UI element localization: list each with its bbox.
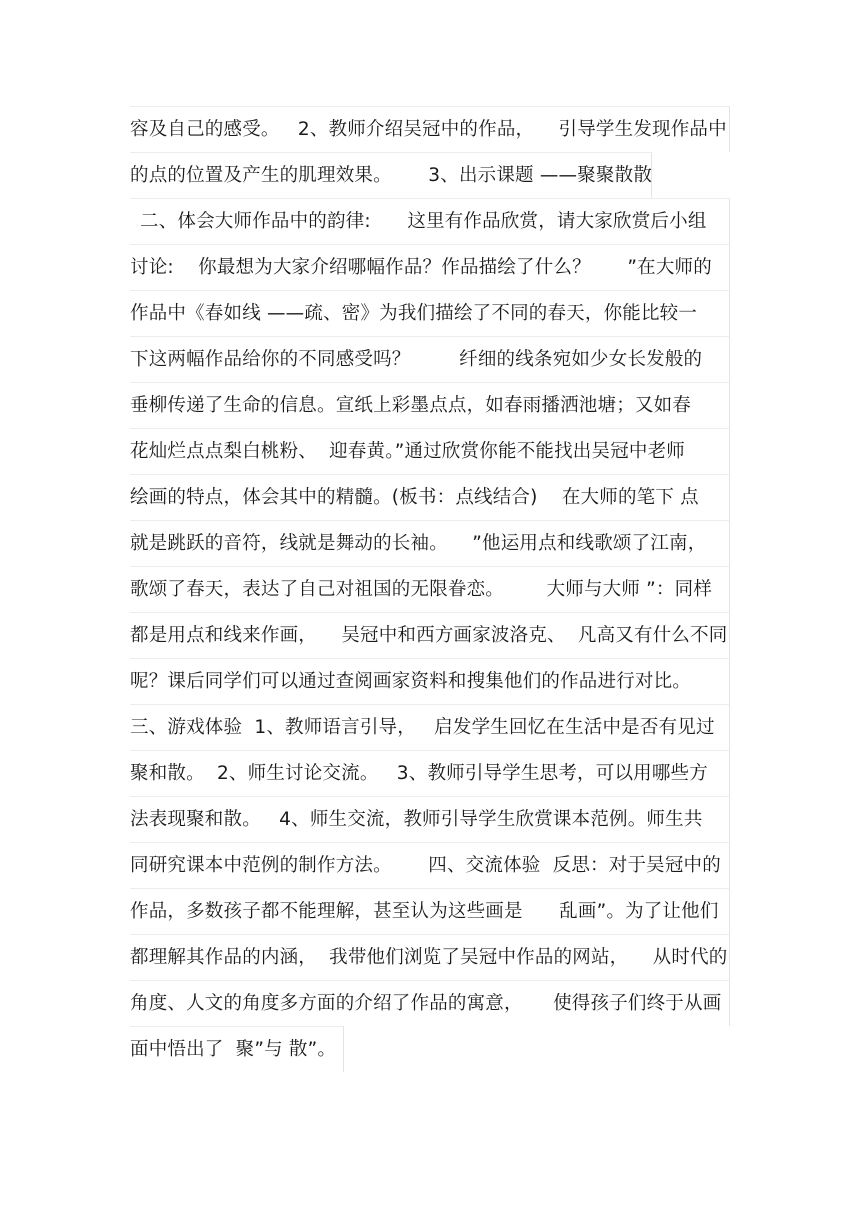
text-line-20: 角度、人文的角度多方面的介绍了作品的寓意， 使得孩子们终于从画 [130, 980, 730, 1026]
text-line-21: 面中悟出了 聚”与 散”。 [130, 1026, 344, 1072]
text-line-19: 都理解其作品的内涵， 我带他们浏览了吴冠中作品的网站， 从时代的 [130, 934, 730, 980]
text-line-11: 歌颂了春天，表达了自己对祖国的无限眷恋。 大师与大师 ”：同样 [130, 566, 730, 612]
text-line-1: 容及自己的感受。 2、教师介绍吴冠中的作品， 引导学生发现作品中 [130, 106, 730, 152]
text-line-5: 作品中《春如线 ——疏、密》为我们描绘了不同的春天，你能比较一 [130, 290, 730, 336]
text-line-14: 三、游戏体验 1、教师语言引导， 启发学生回忆在生活中是否有见过 [130, 704, 730, 750]
text-line-18: 作品，多数孩子都不能理解，甚至认为这些画是 乱画”。为了让他们 [130, 888, 730, 934]
text-line-13: 呢？课后同学们可以通过查阅画家资料和搜集他们的作品进行对比。 [130, 658, 730, 704]
text-line-6: 下这两幅作品给你的不同感受吗？ 纤细的线条宛如少女长发般的 [130, 336, 730, 382]
text-line-15: 聚和散。 2、师生讨论交流。 3、教师引导学生思考，可以用哪些方 [130, 750, 730, 796]
text-line-17: 同研究课本中范例的制作方法。 四、交流体验 反思：对于吴冠中的 [130, 842, 730, 888]
text-line-2: 的点的位置及产生的肌理效果。 3、出示课题 ——聚聚散散 [130, 152, 652, 198]
text-line-10: 就是跳跃的音符，线就是舞动的长袖。 ”他运用点和线歌颂了江南， [130, 520, 730, 566]
text-line-9: 绘画的特点，体会其中的精髓。(板书：点线结合) 在大师的笔下 点 [130, 474, 730, 520]
text-line-12: 都是用点和线来作画， 吴冠中和西方画家波洛克、 凡高又有什么不同 [130, 612, 730, 658]
text-line-7: 垂柳传递了生命的信息。宣纸上彩墨点点，如春雨播洒池塘；又如春 [130, 382, 730, 428]
text-line-16: 法表现聚和散。 4、师生交流，教师引导学生欣赏课本范例。师生共 [130, 796, 730, 842]
text-line-8: 花灿烂点点梨白桃粉、 迎春黄。”通过欣赏你能不能找出吴冠中老师 [130, 428, 730, 474]
text-line-4: 讨论: 你最想为大家介绍哪幅作品？作品描绘了什么？ ”在大师的 [130, 244, 730, 290]
text-line-3: 二、体会大师作品中的韵律: 这里有作品欣赏，请大家欣赏后小组 [130, 198, 730, 244]
